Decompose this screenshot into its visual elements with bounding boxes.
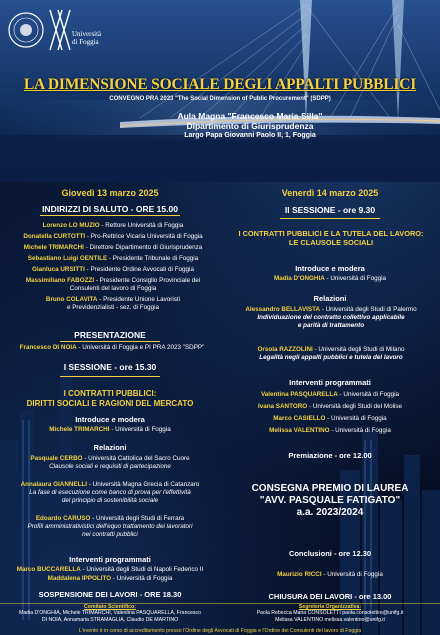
conclusioni-row: Maurizio RICCI - Università di Foggia [277, 571, 383, 578]
relazione-row: Alessandro BELLAVISTA - Università degli Studi di Palermo [245, 306, 417, 313]
segreteria-line1: Paola Rebecca Maria CONSOLETTI paola.consolettire@unifg.it [256, 610, 404, 617]
comitato-line1: Madia D'ONGHIA, Michele TRIMARCHI, Valentina PASQUARELLA, Francesco [18, 610, 202, 617]
relazioni-list-day2 [222, 306, 440, 362]
divider [60, 341, 160, 342]
consegna-line3: a.a. 2023/2024 [296, 507, 364, 518]
day2-date: Venerdì 14 marzo 2025 [281, 188, 379, 198]
saluto-row: Bruno COLAVITA - Presidente Unione Lavoristi [45, 296, 181, 303]
intervento-row: Marco CASIELLO - Università di Foggia [273, 415, 387, 422]
relazione-title-cont: nei contratti pubblici [82, 531, 138, 538]
relazione-row: Orsola RAZZOLINI - Università degli Studi di Milano [257, 346, 405, 353]
interventi-heading-day2: Interventi programmati [289, 378, 371, 387]
venue-address: Largo Papa Giovanni Paolo II, 1, Foggia [184, 132, 316, 139]
saluti-list [6, 222, 220, 312]
intervento-row: Ivana SANTORO - Università degli Studi del Molise [257, 403, 403, 410]
university-name-line2: di Foggia [72, 38, 99, 46]
relazione-title: Profili amministrativistici dell'equo trattamento dei lavoratori [27, 523, 193, 530]
relazione-row: Annalaura GIANNELLI - Università Magna Grecia di Catanzaro [20, 481, 200, 488]
day1-date: Giovedì 13 marzo 2025 [61, 188, 159, 198]
interventi-list-day1 [0, 566, 220, 583]
saluto-row: Michele TRIMARCHI - Direttore Dipartimento di Giurisprudenza [23, 244, 203, 251]
intervento-row: Valentina PASQUARELLA - Università di Foggia [260, 391, 400, 398]
event-title: LA DIMENSIONE SOCIALE DEGLI APPALTI PUBBLICI [23, 76, 417, 93]
university-name-line1: Università [72, 30, 102, 38]
intro-row-day2: Madia D'ONGHIA - Università di Foggia [273, 275, 387, 282]
relazione-row: Edoardo CARUSO - Università degli Studi di Ferrara [35, 515, 185, 522]
saluto-row: Massimiliano FABOZZI - Presidente Consiglio Provinciale dei [25, 277, 201, 284]
contratti-heading-day1: I CONTRATTI PUBBLICI: DIRITTI SOCIALI E RAGIONI DEL MERCATO [26, 389, 194, 408]
saluto-row-cont: e Previdenzialisti - sez. di Foggia [66, 304, 160, 311]
day1-saluti-heading: INDIRIZZI DI SALUTO - ORE 15.00 [42, 204, 178, 214]
chiusura-lavori: CHIUSURA DEI LAVORI - ore 13.00 [268, 592, 392, 601]
consegna-line2: "AVV. PASQUALE FATIGATO" [259, 495, 401, 506]
segreteria-organizzativa [220, 604, 440, 623]
presentazione-heading: PRESENTAZIONE [74, 330, 146, 340]
divider [280, 218, 380, 219]
relazione-title: Legalità negli appalti pubblici e tutela del lavoro [259, 354, 403, 361]
relazione-title-cont: del principio di sostenibilità sociale [61, 497, 159, 504]
comitato-heading: Comitato Scientifico: [84, 604, 136, 610]
consegna-line1: CONSEGNA PREMIO DI LAUREA [251, 483, 409, 494]
saluto-row: Gianluca URSITTI - Presidente Ordine Avvocati di Foggia [32, 266, 194, 273]
saluto-row-cont: Consulenti del lavoro di Foggia [69, 285, 157, 292]
saluto-row: Sebastiano Luigi GENTILE - Presidente Tribunale di Foggia [27, 255, 199, 262]
saluto-row: Lorenzo LO MUZIO - Rettore Università di Foggia [42, 222, 184, 229]
sessione1-heading: I SESSIONE - ore 15.30 [63, 362, 157, 372]
intro-heading-day1: Introduce e modera [75, 415, 145, 424]
intervento-row: Maddalena IPPOLITO - Università di Foggia [47, 575, 173, 582]
intro-row-day1: Michele TRIMARCHI - Università di Foggia [49, 426, 171, 433]
sospensione-lavori: SOSPENSIONE DEI LAVORI - ORE 18.30 [38, 590, 182, 599]
segreteria-heading: Segreteria Organizzativa: [298, 604, 362, 610]
venue-hall: Aula Magna "Francesco Maria Silla" [177, 111, 323, 121]
relazione-title: Individuazione del contratto collettivo applicabile [257, 314, 405, 321]
sessione2-heading: II SESSIONE - ore 9.30 [284, 205, 376, 215]
comitato-scientifico [0, 604, 220, 623]
relazione-title-cont: e parità di trattamento [297, 322, 365, 329]
divider [60, 376, 160, 377]
relazione-title: Clausole sociali e requisiti di partecipazione [49, 463, 171, 470]
interventi-list-day2 [220, 391, 440, 435]
relazioni-heading-day2: Relazioni [313, 294, 347, 303]
intervento-row: Melissa VALENTINO - Università di Foggia [269, 427, 391, 434]
event-subtitle: CONVEGNO PRA 2023 "The Social Dimension of Public Procurement" (SDPP) [109, 96, 331, 102]
venue-department: Dipartimento di Giurisprudenza [186, 121, 314, 131]
interventi-heading-day1: Interventi programmati [69, 555, 151, 564]
intro-heading-day2: Introduce e modera [295, 264, 365, 273]
comitato-line2: DI NOIA, Annamaria STRAMAGLIA, Claudio DE MARTINO [41, 616, 179, 623]
saluto-row: Donatella CURTOTTI - Pro-Rettrice Vicaria Università di Foggia [23, 233, 203, 240]
relazione-row: Pasquale CERBO - Università Cattolica del Sacro Cuore [30, 455, 190, 462]
segreteria-line2: Melissa VALENTINO melissa.valentino@unifg.it [275, 616, 385, 623]
relazioni-heading-day1: Relazioni [93, 443, 127, 452]
presentazione-row: Francesco DI NOIA - Università di Foggia e PI PRA 2023 "SDPP" [19, 344, 205, 351]
divider [40, 215, 180, 216]
conclusioni-heading: Conclusioni - ore 12.30 [288, 549, 372, 558]
premiazione-heading: Premiazione - ore 12.00 [288, 451, 372, 460]
day1-column [0, 188, 220, 215]
consegna-premio [220, 483, 440, 519]
intervento-row: Marco BUCCARELLA - Università degli Studi di Napoli Federico II [16, 566, 204, 573]
relazione-title: La fase di esecuzione come banco di prova per l'effettività [29, 489, 191, 496]
contratti-heading-day2: I CONTRATTI PUBBLICI E LA TUTELA DEL LAVORO: LE CLAUSOLE SOCIALI [238, 229, 424, 247]
accreditamento-note: L'evento è in corso di accreditamento presso l'Ordine degli Avvocati di Foggia e l'Ordine dei Consulenti del lavoro di Foggia [78, 628, 362, 634]
relazioni-list-day1 [0, 455, 220, 539]
